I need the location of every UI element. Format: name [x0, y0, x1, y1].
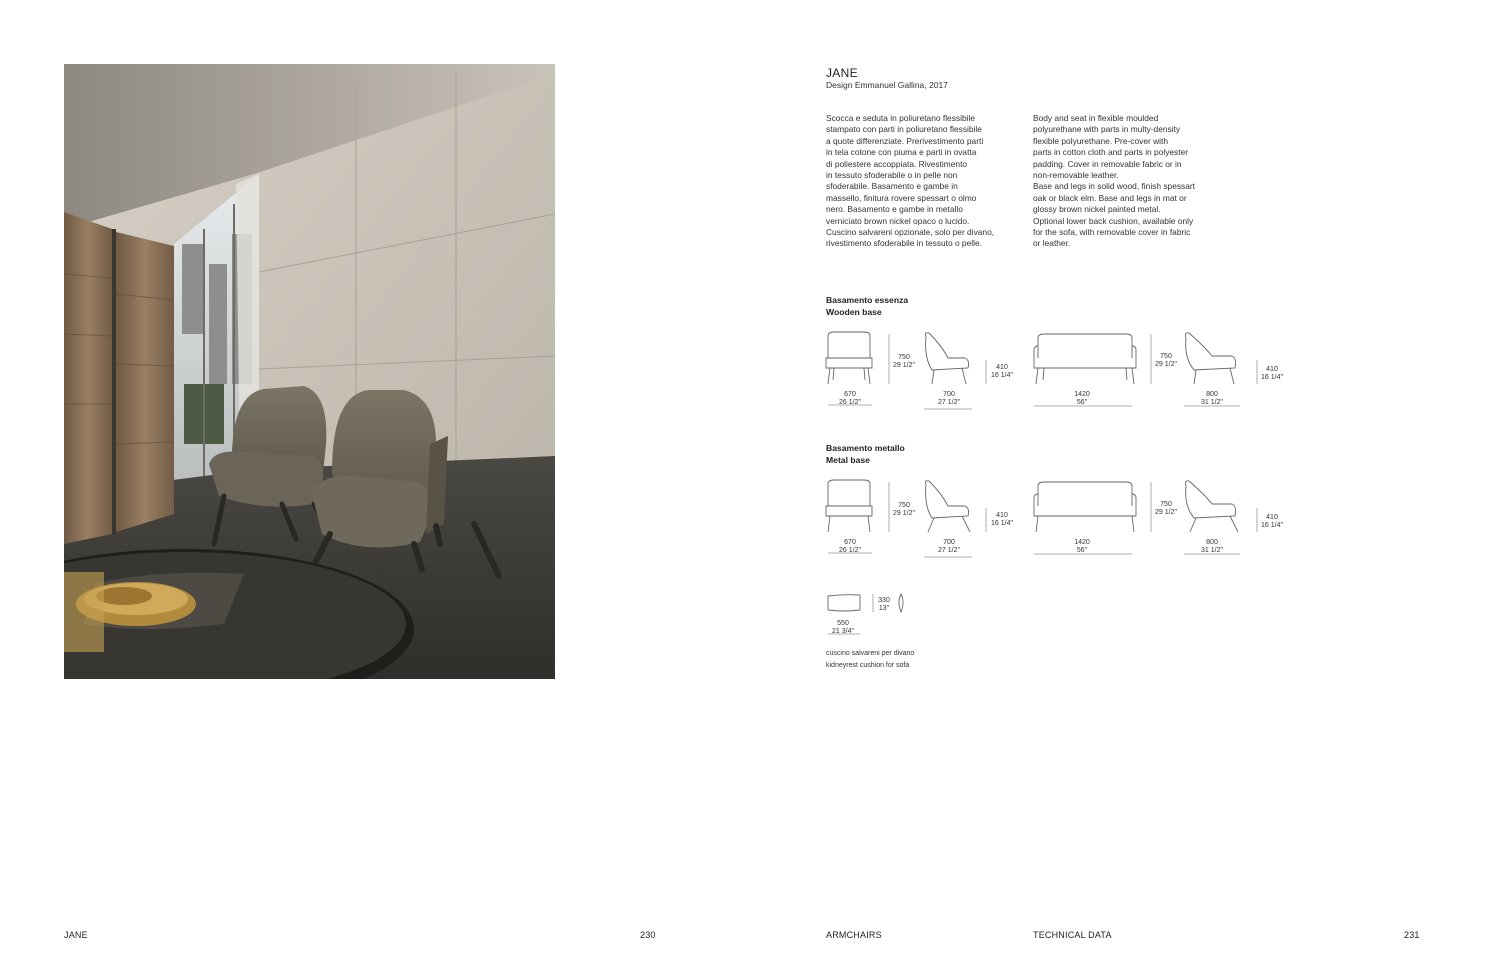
- cushion-side-drawing: [899, 594, 903, 612]
- description-italian: Scocca e seduta in poliuretano flessibile stampato con parti in poliuretano flessibile a quote differenziate. Prerivestimento parti in tela cotone con piuma e parti in ovatta di poliestere accoppiata. Rivestimento in tessuto sfoderabile o in pelle non sfoderabile. Basamento e gambe in massello, finitura rovere spessart o olmo nero. Basamento e gambe in metallo verniciato brown nickel opaco o lucido. Cuscino salvareni opzionale, solo per divano, rivestimento sfoderabile in tessuto o pelle.: [826, 113, 995, 249]
- footer-section: ARMCHAIRS: [826, 930, 882, 940]
- dim-mm: 410: [1266, 366, 1278, 373]
- metal-armchair-seat-height: [988, 512, 1016, 527]
- description-english: Body and seat in flexible moulded polyurethane with parts in multy-density flexible polyurethane. Pre-cover with parts in cotton cloth and parts in polyester padding. Cover in removable fabric or in non-removable leather. Base and legs in solid wood, finish spessart oak or black elm. Base and legs in mat or glossy brown nickel painted metal. Optional lower back cushion, available only for the sofa, with removable cover in fabric or leather.: [1033, 113, 1196, 249]
- wooden-armchair-depth: [925, 391, 973, 406]
- metal-sofa-front-drawing: [1034, 482, 1136, 532]
- dim-mm: 330: [878, 597, 890, 604]
- cushion-caption: [826, 648, 914, 671]
- metal-armchair-depth: [925, 539, 973, 554]
- footer-left-page-number: 230: [640, 930, 656, 940]
- metal-sofa-seat-height: [1258, 514, 1286, 529]
- dim-in: 27 1/2": [938, 398, 960, 406]
- metal-sofa-side-drawing: [1185, 481, 1238, 532]
- wooden-sofa-side-drawing: [1185, 333, 1235, 384]
- dim-mm: 670: [844, 539, 856, 546]
- cushion-height: [876, 597, 892, 612]
- dim-mm: 700: [943, 539, 955, 546]
- wooden-sofa-width: [1060, 391, 1104, 406]
- wooden-sofa-front-drawing: [1034, 334, 1136, 384]
- dim-mm: 750: [898, 354, 910, 361]
- metal-base-title-en: Metal base: [826, 454, 870, 465]
- dim-in: 16 1/4": [991, 371, 1013, 379]
- metal-sofa-height: [1152, 501, 1180, 516]
- dim-mm: 410: [996, 512, 1008, 519]
- dim-mm: 1420: [1074, 391, 1090, 398]
- wooden-base-title-it: Basamento essenza: [826, 295, 909, 305]
- dim-in: 56": [1076, 398, 1088, 406]
- metal-armchair-front-drawing: [826, 480, 872, 532]
- cushion-caption-it: cuscino salvareni per divano: [826, 650, 915, 657]
- footer-left-label: JANE: [64, 930, 88, 940]
- dim-mm: 1420: [1074, 539, 1090, 546]
- wooden-base-title-en: Wooden base: [826, 306, 882, 317]
- designer-credit: Design Emmanuel Gallina, 2017: [826, 80, 948, 90]
- dim-in: 16 1/4": [991, 519, 1013, 527]
- dim-mm: 410: [996, 364, 1008, 371]
- cushion-width: [826, 620, 860, 635]
- footer-right-page-number: 231: [1404, 930, 1420, 940]
- dim-mm: 800: [1206, 391, 1218, 398]
- dim-in: 29 1/2": [1155, 508, 1177, 516]
- metal-sofa-width: [1060, 539, 1104, 554]
- dim-mm: 410: [1266, 514, 1278, 521]
- dim-in: 13": [878, 604, 890, 612]
- wooden-armchair-seat-height: [988, 364, 1016, 379]
- cushion-caption-en: kidneyrest cushion for sofa: [826, 661, 910, 669]
- wooden-sofa-height: [1152, 353, 1180, 368]
- product-title: JANE: [826, 66, 858, 80]
- dim-mm: 550: [837, 620, 849, 627]
- cushion-front-drawing: [828, 595, 860, 611]
- wooden-armchair-width: [826, 391, 874, 406]
- dim-mm: 700: [943, 391, 955, 398]
- dim-mm: 750: [1160, 501, 1172, 508]
- dim-mm: 750: [898, 502, 910, 509]
- metal-armchair-height: [890, 502, 918, 517]
- dim-mm: 800: [1206, 539, 1218, 546]
- dim-in: 56": [1076, 546, 1088, 554]
- wooden-sofa-seat-height: [1258, 366, 1286, 381]
- dim-in: 31 1/2": [1201, 398, 1223, 406]
- dim-in: 26 1/2": [839, 398, 861, 406]
- product-photo: [64, 64, 555, 679]
- dim-mm: 670: [844, 391, 856, 398]
- wooden-armchair-height: [890, 354, 918, 369]
- metal-base-title-it: Basamento metallo: [826, 443, 905, 453]
- dim-in: 16 1/4": [1261, 521, 1283, 529]
- wooden-sofa-depth: [1189, 391, 1235, 406]
- metal-base-heading: [826, 443, 905, 466]
- metal-armchair-width: [826, 539, 874, 554]
- dim-in: 29 1/2": [893, 509, 915, 517]
- metal-sofa-depth: [1189, 539, 1235, 554]
- dim-in: 27 1/2": [938, 546, 960, 554]
- dim-in: 16 1/4": [1261, 373, 1283, 381]
- dim-in: 21 3/4": [832, 627, 854, 635]
- wooden-base-heading: [826, 295, 908, 318]
- dim-in: 29 1/2": [893, 361, 915, 369]
- dim-in: 29 1/2": [1155, 360, 1177, 368]
- dim-mm: 750: [1160, 353, 1172, 360]
- dim-in: 31 1/2": [1201, 546, 1223, 554]
- wooden-armchair-side-drawing: [925, 333, 968, 384]
- footer-subsection: TECHNICAL DATA: [1033, 930, 1112, 940]
- wooden-armchair-front-drawing: [826, 332, 872, 384]
- metal-armchair-side-drawing: [925, 481, 970, 532]
- dim-in: 26 1/2": [839, 546, 861, 554]
